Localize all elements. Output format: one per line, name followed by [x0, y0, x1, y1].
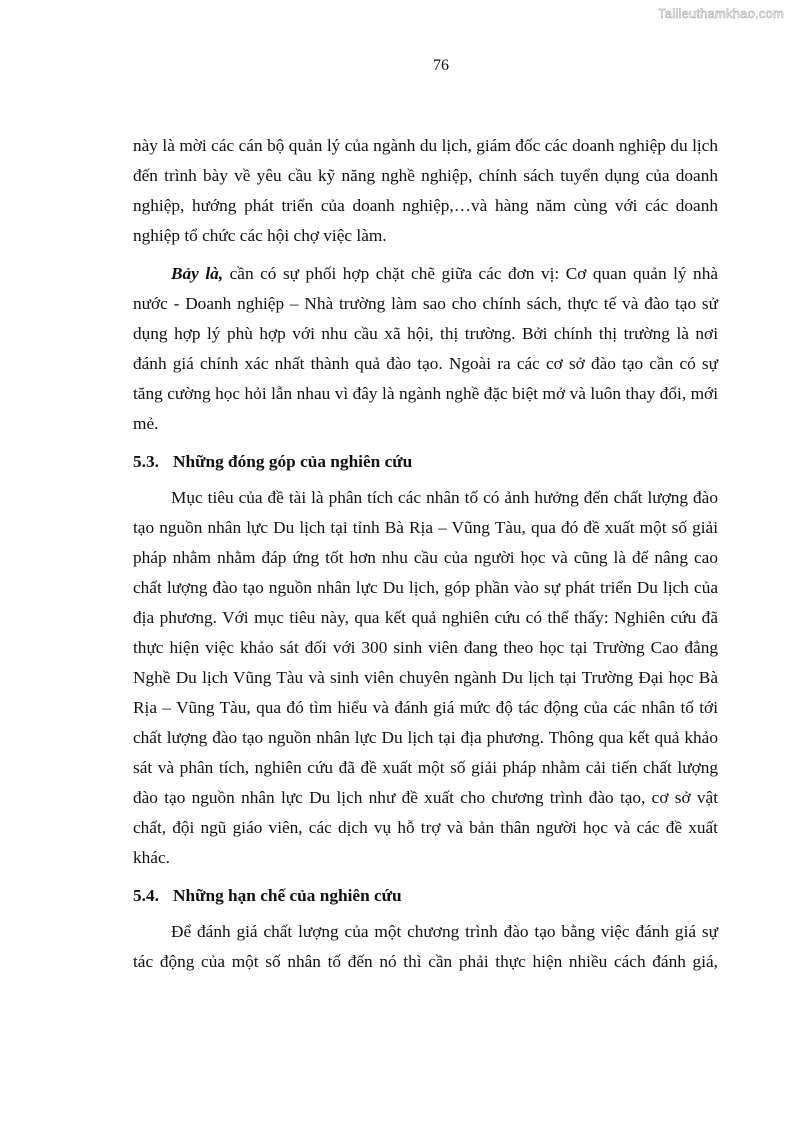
section-5-3-paragraph: [133, 483, 718, 873]
watermark: Tailieuthamkhao.com: [658, 6, 784, 21]
text-line: nghiệp tổ chức các hội chợ việc làm.: [133, 226, 387, 245]
section-title: Những đóng góp của nghiên cứu: [173, 452, 413, 471]
section-5-4-paragraph: [133, 917, 718, 977]
text-line: Nghề Du lịch Vũng Tàu và sinh viên chuyên ngành Du lịch tại Trường Đại học Bà: [133, 668, 718, 687]
section-heading-5-3: [133, 447, 718, 477]
text-line: đánh giá chính xác nhất thành quả đào tạo. Ngoài ra các cơ sở đào tạo cần có sự: [133, 354, 718, 373]
text-line: tăng cường học hỏi lẫn nhau vì đây là ngành nghề đặc biệt mở và luôn thay đổi, mới: [133, 384, 718, 403]
section-number: 5.4.: [133, 886, 159, 905]
text-line: đến trình bày về yêu cầu kỹ năng nghề nghiệp, chính sách tuyển dụng của doanh: [133, 166, 718, 185]
text-line: mẻ.: [133, 414, 159, 433]
text-line: địa phương. Với mục tiêu này, qua kết quả nghiên cứu có thể thấy: Nghiên cứu đã: [133, 608, 718, 627]
text-line: đào tạo nguồn nhân lực Du lịch như đề xuất cho chương trình đào tạo, cơ sở vật: [133, 788, 718, 807]
text-line: nước - Doanh nghiệp – Nhà trường làm sao cho chính sách, thực tế và đào tạo sử: [133, 294, 718, 313]
text-span: cần có sự phối hợp chặt chẽ giữa các đơn vị: Cơ quan quản lý nhà: [223, 264, 719, 283]
section-heading-5-4: [133, 881, 718, 911]
paragraph-bay-la: [133, 259, 718, 439]
text-line: Mục tiêu của đề tài là phân tích các nhân tố có ảnh hưởng đến chất lượng đào: [171, 488, 718, 507]
paragraph-continuation: [133, 131, 718, 251]
text-line: chất lượng đào tạo nguồn nhân lực Du lịch, góp phần vào sự phát triển Du lịch của: [133, 578, 718, 597]
text-line: pháp nhằm nhằm đáp ứng tốt hơn nhu cầu của người học và cũng là để nâng cao: [133, 548, 718, 567]
text-line: tác động của một số nhân tố đến nó thì cần phải thực hiện nhiều cách đánh giá,: [133, 952, 718, 971]
text-line: sát và phân tích, nghiên cứu đã đề xuất một số giải pháp nhằm cải tiến chất lượng: [133, 758, 718, 777]
page-number: 76: [433, 57, 449, 74]
text-line: chất lượng đào tạo nguồn nhân lực Du lịch tại địa phương. Thông qua kết quả khảo: [133, 728, 718, 747]
section-number: 5.3.: [133, 452, 159, 471]
text-line: Rịa – Vũng Tàu, qua đó tìm hiểu và đánh giá mức độ tác động của các nhân tố tới: [133, 698, 718, 717]
page-body: [133, 131, 718, 977]
text-line: này là mời các cán bộ quản lý của ngành du lịch, giám đốc các doanh nghiệp du lịch: [133, 136, 718, 155]
section-title: Những hạn chế của nghiên cứu: [173, 886, 402, 905]
text-line: nghiệp, hướng phát triển của doanh nghiệp,…và hàng năm cùng với các doanh: [133, 196, 718, 215]
text-line: chất, đội ngũ giáo viên, các dịch vụ hỗ trợ và bản thân người học và các đề xuất: [133, 818, 718, 837]
text-line: [133, 259, 718, 289]
text-line: khác.: [133, 848, 170, 867]
text-line: dụng hợp lý phù hợp với nhu cầu xã hội, thị trường. Bởi chính thị trường là nơi: [133, 324, 718, 343]
text-line: Để đánh giá chất lượng của một chương trình đào tạo bằng việc đánh giá sự: [171, 922, 718, 941]
text-line: tạo nguồn nhân lực Du lịch tại tỉnh Bà Rịa – Vũng Tàu, qua đó đề xuất một số giải: [133, 518, 718, 537]
text-line: thực hiện việc khảo sát đối với 300 sinh viên đang theo học tại Trường Cao đẳng: [133, 638, 718, 657]
paragraph-lead: Bảy là,: [171, 264, 224, 283]
